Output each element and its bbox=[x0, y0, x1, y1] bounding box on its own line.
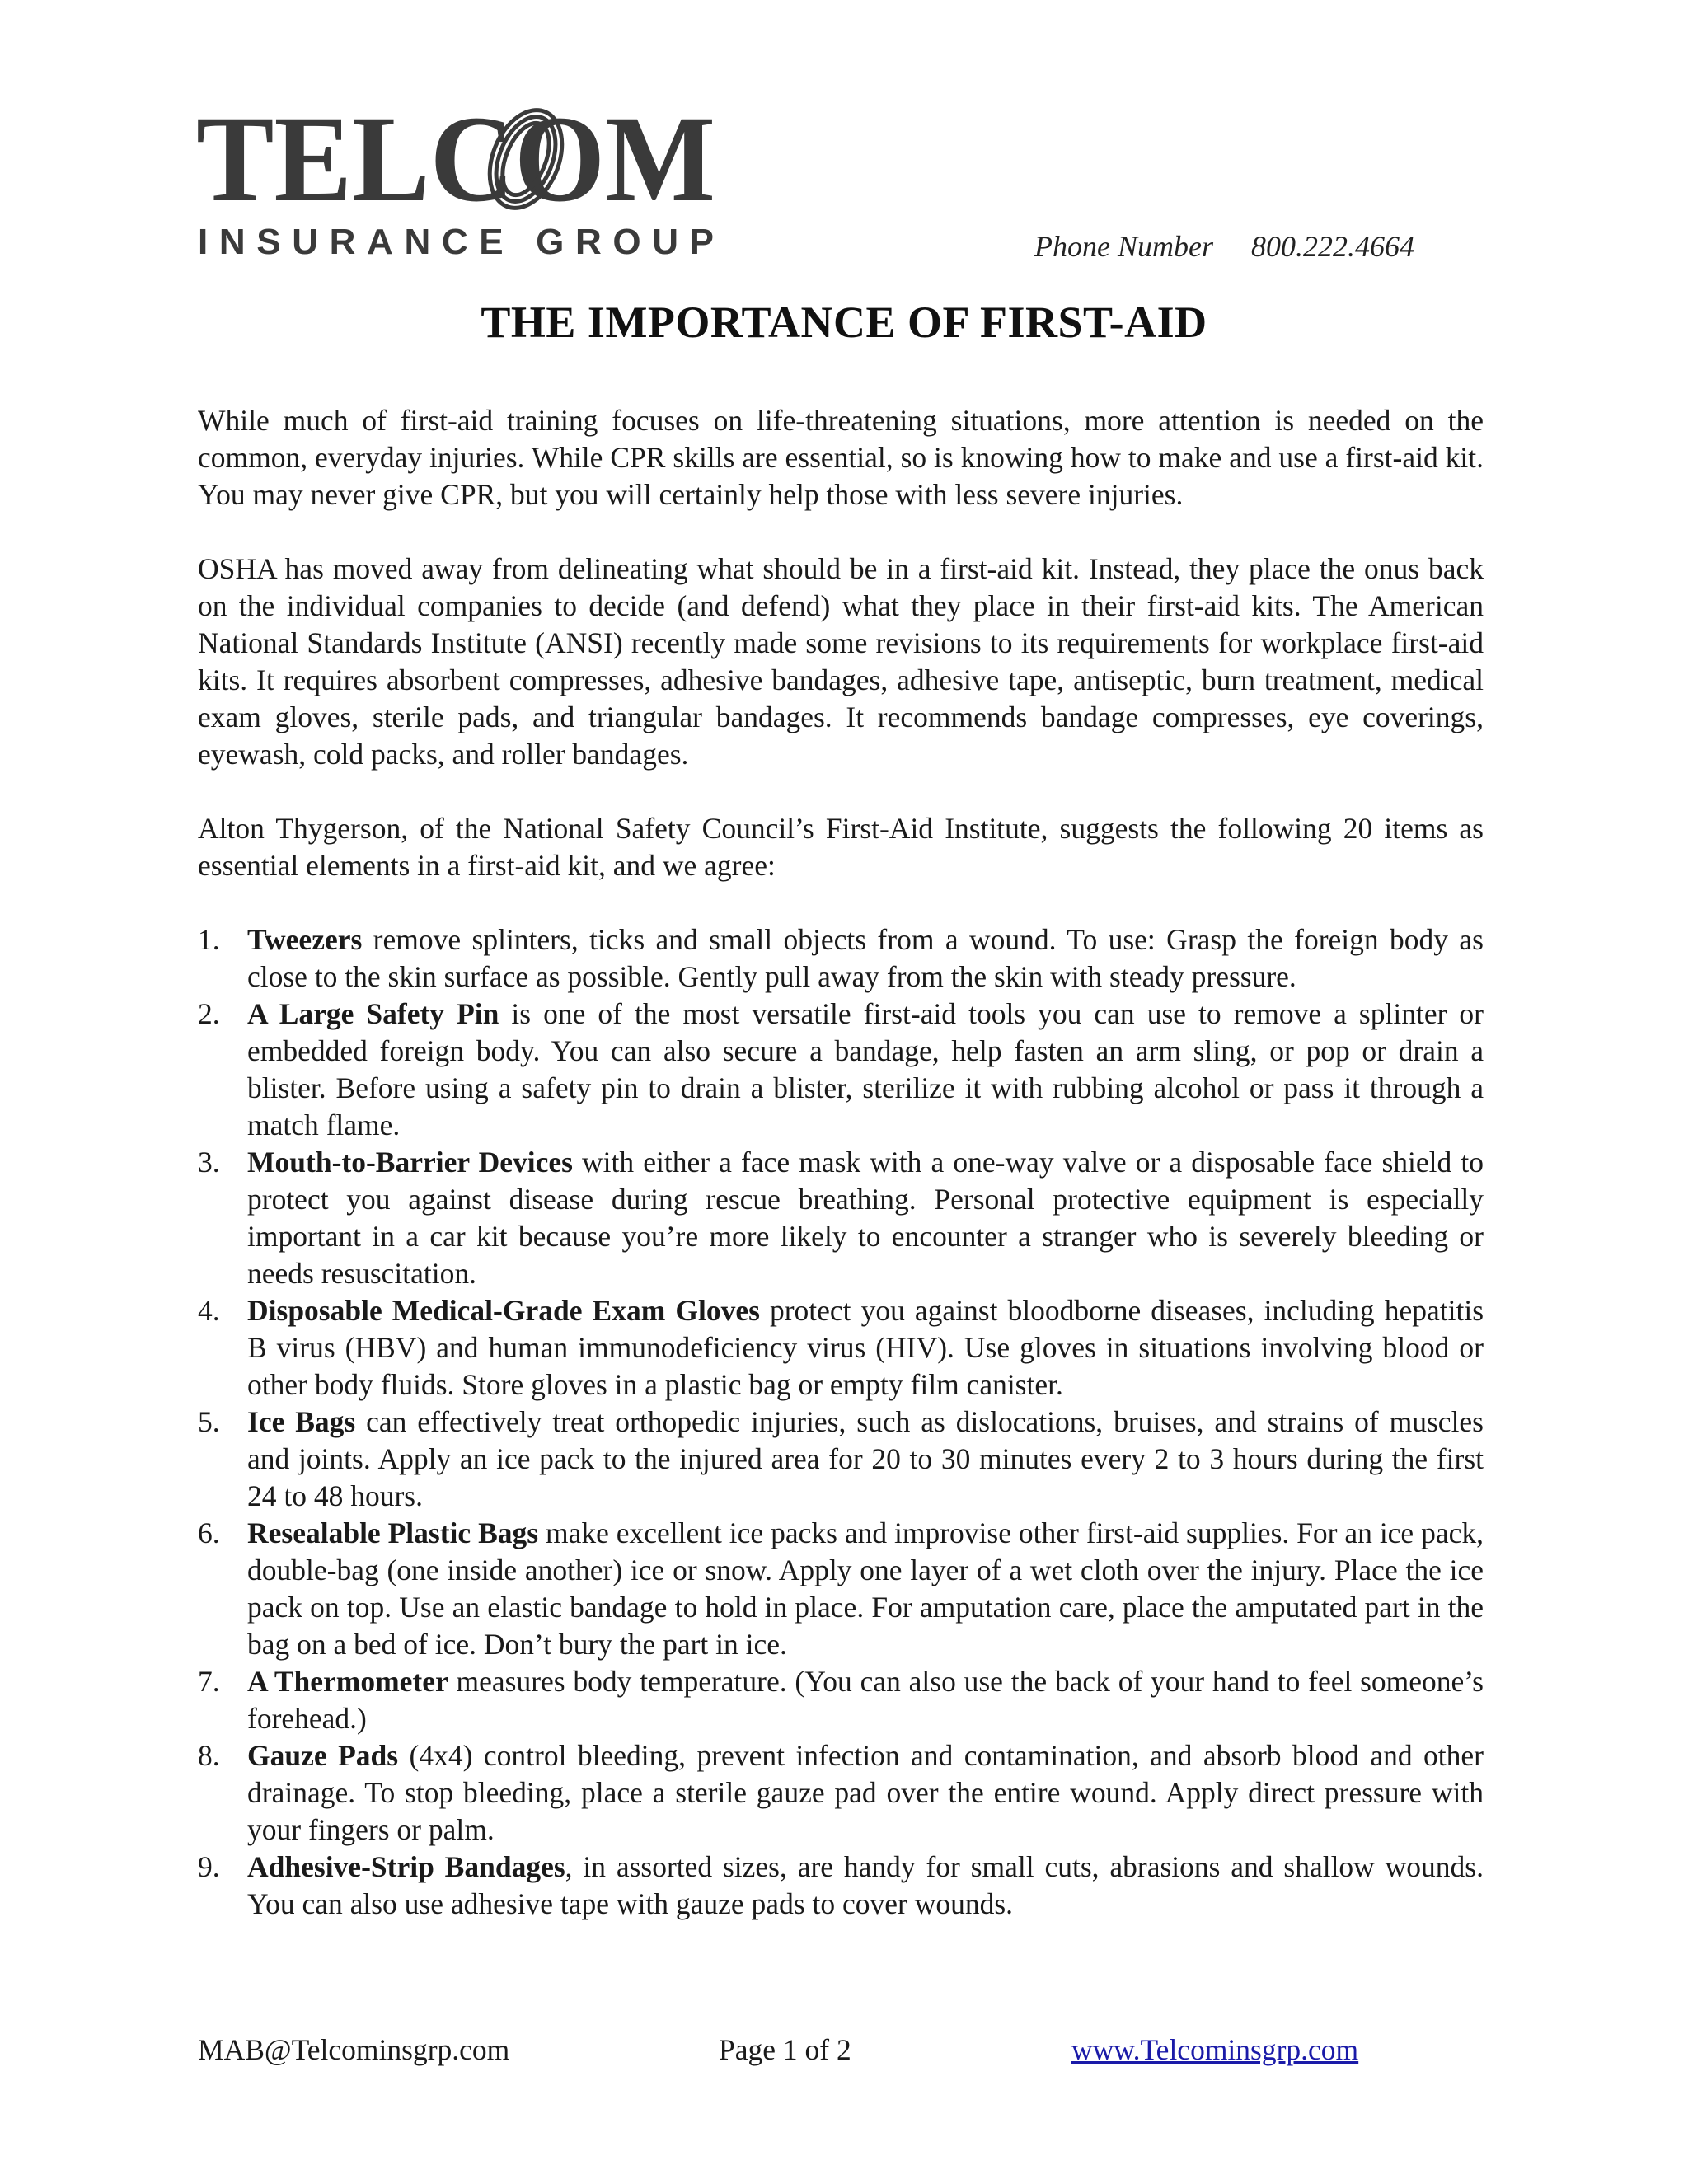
item-text: is one of the most versatile first-aid tools you can use to remove a splinter or embedded foreign body. You can also secure a bandage, help fasten an arm sling, or pop or drain a blister. Before using a safety pin to drain a blister, sterilize it with rubbing alcohol or pass it through a match flame. bbox=[247, 997, 1484, 1141]
phone-label: Phone Number bbox=[1034, 230, 1213, 263]
item-term: Adhesive-Strip Bandages bbox=[247, 1850, 565, 1883]
item-text: can effectively treat orthopedic injuries, such as dislocations, bruises, and strains of muscles and joints. Apply an ice pack to the injured area for 20 to 30 minutes every 2 to 3 hours during the first 24 to 48 hours. bbox=[247, 1405, 1484, 1512]
item-text: remove splinters, ticks and small objects from a wound. To use: Grasp the foreign body as close to the skin surface as possible. Gently pull away from the skin with steady pressure. bbox=[247, 923, 1484, 993]
phone-number: 800.222.4664 bbox=[1250, 230, 1414, 263]
item-number: 2. bbox=[198, 997, 220, 1030]
page-title: THE IMPORTANCE OF FIRST-AID bbox=[481, 298, 1207, 347]
footer-website-link[interactable]: www.Telcominsgrp.com bbox=[1071, 2033, 1359, 2066]
item-number: 9. bbox=[198, 1850, 220, 1883]
footer-email: MAB@Telcominsgrp.com bbox=[198, 2033, 510, 2066]
list-item bbox=[198, 1663, 1484, 1737]
item-text: , in assorted sizes, are handy for small cuts, abrasions and shallow wounds. You can also use adhesive tape with gauze pads to cover wounds. bbox=[247, 1850, 1484, 1920]
item-text: make excellent ice packs and improvise other first-aid supplies. For an ice pack, double-bag (one inside another) ice or snow. Apply one layer of a wet cloth over the injury. Place the ice pack on top. Use an elastic bandage to hold in place. For amputation care, place the amputated part in the bag on a bed of ice. Don’t bury the part in ice. bbox=[247, 1516, 1484, 1661]
item-term: Disposable Medical-Grade Exam Gloves bbox=[247, 1294, 760, 1327]
item-text: measures body temperature. (You can also use the back of your hand to feel someone’s forehead.) bbox=[247, 1665, 1484, 1735]
list-item bbox=[198, 996, 1484, 1144]
item-number: 3. bbox=[198, 1146, 220, 1179]
intro-paragraph: While much of first-aid training focuses on life-threatening situations, more attention is needed on the common, everyday injuries. While CPR skills are essential, so is knowing how to make and use a first-aid kit. You may never give CPR, but you will certainly help those with less severe injuries. bbox=[198, 404, 1484, 511]
item-text: (4x4) control bleeding, prevent infection and contamination, and absorb blood and other drainage. To stop bleeding, place a sterile gauze pad over the entire wound. Apply direct pressure with your fingers or palm. bbox=[247, 1739, 1484, 1846]
footer-page-number: Page 1 of 2 bbox=[719, 2033, 851, 2066]
item-term: Resealable Plastic Bags bbox=[247, 1516, 539, 1549]
list-item bbox=[198, 1849, 1484, 1923]
list-item bbox=[198, 1515, 1484, 1663]
item-term: Gauze Pads bbox=[247, 1739, 399, 1772]
item-number: 1. bbox=[198, 923, 220, 956]
item-text: protect you against bloodborne diseases, including hepatitis B virus (HBV) and human immunodeficiency virus (HIV). Use gloves in situations involving blood or other body fluids. Store gloves in a plastic bag or empty film canister. bbox=[247, 1294, 1484, 1401]
phone-line bbox=[1034, 229, 1414, 264]
item-term: Mouth-to-Barrier Devices bbox=[247, 1146, 573, 1179]
document-body bbox=[198, 402, 1484, 1923]
item-number: 6. bbox=[198, 1516, 220, 1549]
list-item bbox=[198, 1292, 1484, 1404]
item-number: 5. bbox=[198, 1405, 220, 1438]
thygerson-paragraph: Alton Thygerson, of the National Safety Council’s First-Aid Institute, suggests the following 20 items as essential elements in a first-aid kit, and we agree: bbox=[198, 812, 1484, 882]
item-term: A Thermometer bbox=[247, 1665, 448, 1698]
item-term: A Large Safety Pin bbox=[247, 997, 499, 1030]
logo-main-text: TELCOM bbox=[196, 97, 715, 227]
telcom-logo bbox=[196, 97, 724, 262]
item-number: 7. bbox=[198, 1665, 220, 1698]
item-term: Ice Bags bbox=[247, 1405, 356, 1438]
list-item bbox=[198, 1144, 1484, 1292]
item-number: 4. bbox=[198, 1294, 220, 1327]
osha-paragraph: OSHA has moved away from delineating what should be in a first-aid kit. Instead, they place the onus back on the individual companies to decide (and defend) what they place in their first-aid kits. The American National Standards Institute (ANSI) recently made some revisions to its requirements for workplace first-aid kits. It requires absorbent compresses, adhesive bandages, adhesive tape, antiseptic, burn treatment, medical exam gloves, sterile pads, and triangular bandages. It recommends bandage compresses, eye coverings, eyewash, cold packs, and roller bandages. bbox=[198, 552, 1484, 771]
list-item bbox=[198, 921, 1484, 996]
item-term: Tweezers bbox=[247, 923, 363, 956]
logo-sub-text: INSURANCE GROUP bbox=[198, 222, 714, 262]
item-text: with either a face mask with a one-way valve or a disposable face shield to protect you against disease during rescue breathing. Personal protective equipment is especially important in a car kit because you’re more likely to encounter a stranger who is severely bleeding or needs resuscitation. bbox=[247, 1146, 1484, 1290]
first-aid-item-list bbox=[198, 921, 1484, 1923]
list-item bbox=[198, 1404, 1484, 1515]
list-item bbox=[198, 1737, 1484, 1849]
item-number: 8. bbox=[198, 1739, 220, 1772]
